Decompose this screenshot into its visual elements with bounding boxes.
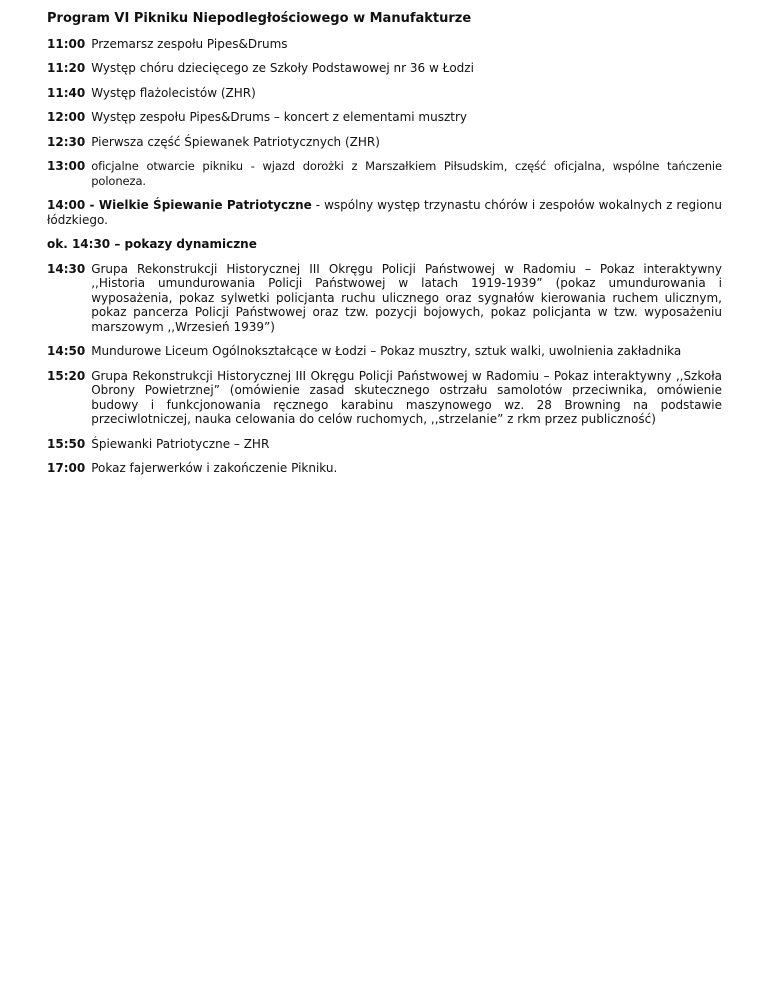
schedule-item-1140 [47,86,722,101]
item-time: 11:40 [47,85,86,100]
item-time: 12:00 [47,110,86,124]
item-time: 14:50 [47,344,86,358]
item-text: Grupa Rekonstrukcji Historycznej III Okręgu Policji Państwowej w Radomiu – Pokaz interaktywny ,,Historia umundurowania Policji Państwowej w latach 1919-1939” (pokaz umundurowania i wyposażenia, pokaz sylwetki policjanta ruchu ulicznego oraz sygnałów kierowania ruchem ulicznym, pokaz pancerza Policji Państwowej oraz tzw. pozycji bojowych, pokaz policjanta w tzw. wyposażeniu marszowym ,,Wrzesień 1939”) [91,261,722,334]
schedule-item-1550 [47,437,722,452]
schedule-item-1520 [47,369,722,427]
highlight-prefix: 14:00 - Wielkie Śpiewanie Patriotyczne [47,198,312,212]
item-text: Występ chóru dziecięcego ze Szkoły Podstawowej nr 36 w Łodzi [91,61,474,75]
item-time: 11:00 [47,36,86,51]
item-text: Występ zespołu Pipes&Drums – koncert z elementami musztry [91,110,467,124]
item-text: Pokaz fajerwerków i zakończenie Pikniku. [91,461,338,475]
schedule-item-1120 [47,61,722,76]
item-text: Mundurowe Liceum Ogólnokształcące w Łodzi – Pokaz musztry, sztuk walki, uwolnienia zakładnika [91,344,682,358]
schedule-item-1700 [47,461,722,476]
item-text: Występ flażolecistów (ZHR) [91,85,256,100]
schedule-item-1230 [47,135,722,150]
item-text: Śpiewanki Patriotyczne – ZHR [91,436,270,451]
item-time: 17:00 [47,461,86,475]
highlight-item-1400 [47,198,722,227]
item-text: Grupa Rekonstrukcji Historycznej III Okręgu Policji Państwowej w Radomiu – Pokaz interaktywny ,,Szkoła Obrony Powietrznej” (omówienie zasad skutecznego ostrzału samolotów przeciwnika, omówienie budowy i funkcjonowania ręcznego karabinu maszynowego wz. 28 Browning na podstawie przeciwlotniczej, nauka celowania do celów ruchomych, ,,strzelanie” z rkm przez publiczność) [91,368,722,426]
schedule-item-1430 [47,262,722,335]
item-text: oficjalne otwarcie pikniku - wjazd dorożki z Marszałkiem Piłsudskim, część oficjalna, wspólne tańczenie poloneza. [91,159,722,188]
section-heading: ok. 14:30 – pokazy dynamiczne [47,237,257,251]
item-time: 12:30 [47,134,86,149]
item-time: 14:30 [47,261,86,276]
highlight-text: - wspólny występ trzynastu chórów i zespołów wokalnych z regionu łódzkiego. [47,198,722,227]
item-time: 15:50 [47,436,86,451]
item-time: 11:20 [47,61,86,75]
item-time: 15:20 [47,368,86,383]
program-document [47,12,722,486]
schedule-item-1300 [47,159,722,188]
item-text: Przemarsz zespołu Pipes&Drums [91,36,288,51]
schedule-item-1200 [47,110,722,125]
document-title: Program VI Pikniku Niepodległościowego w Manufakturze [47,11,472,26]
item-text: Pierwsza część Śpiewanek Patriotycznych (ZHR) [91,134,380,149]
item-time: 13:00 [47,159,86,173]
schedule-item-1450 [47,344,722,359]
schedule-item-1100 [47,37,722,52]
